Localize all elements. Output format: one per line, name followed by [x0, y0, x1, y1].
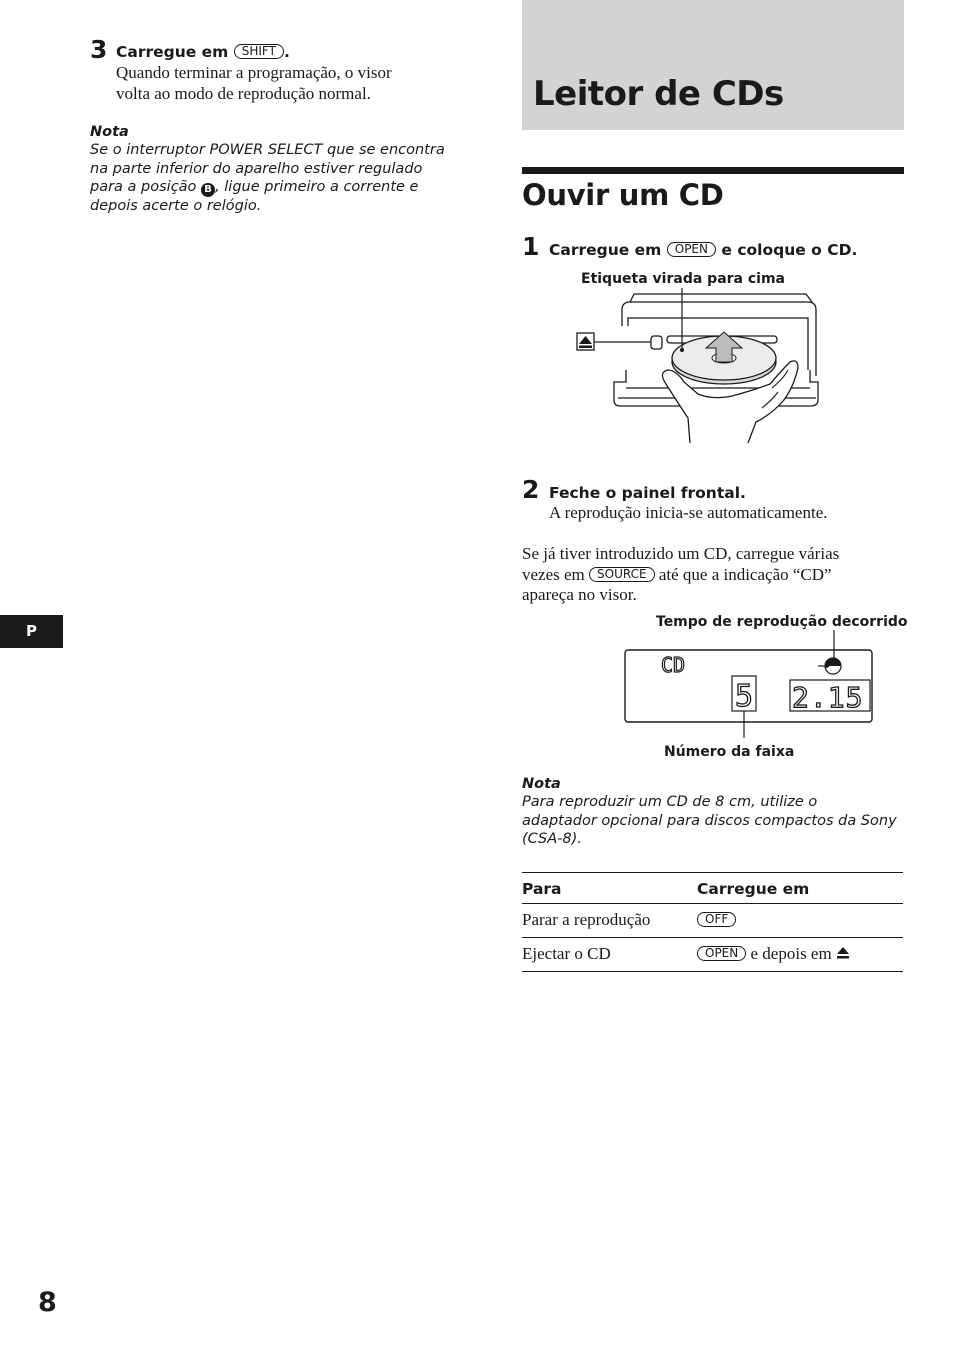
paragraph-line — [522, 565, 839, 586]
section-rule — [522, 167, 904, 174]
step-1-title — [549, 240, 857, 260]
page-number: 8 — [38, 1287, 57, 1318]
position-b-badge: B — [201, 183, 215, 197]
table-header: Para — [522, 873, 697, 904]
source-paragraph — [522, 544, 839, 606]
step-2-body: A reprodução inicia-se automaticamente. — [549, 503, 828, 522]
lcd-track-number: 5 — [735, 679, 754, 714]
operations-table — [522, 872, 903, 972]
source-key: SOURCE — [589, 567, 655, 582]
shift-key: SHIFT — [234, 44, 284, 59]
note-line — [90, 178, 445, 197]
eject-icon — [836, 946, 850, 960]
table-cell-action: Parar a reprodução — [522, 904, 697, 938]
open-key: OPEN — [667, 242, 716, 257]
cd-insertion-illustration — [572, 288, 824, 443]
step-1-number: 1 — [522, 232, 540, 261]
step-3-suffix: . — [283, 43, 290, 61]
table-cell-key — [697, 904, 903, 938]
paragraph-prefix: vezes em — [522, 564, 585, 584]
table-row — [522, 904, 903, 938]
paragraph-line: Se já tiver introduzido um CD, carregue várias — [522, 544, 840, 563]
step-3-body-line: volta ao modo de reprodução normal. — [116, 83, 371, 103]
note-line: (CSA-8). — [522, 831, 582, 847]
step-2-number: 2 — [522, 475, 540, 504]
table-cell-key — [697, 938, 903, 972]
step-1-prefix: Carregue em — [549, 241, 662, 259]
step-1-suffix: e coloque o CD. — [721, 241, 858, 259]
section-title: Leitor de CDs — [533, 74, 784, 114]
right-note — [522, 775, 897, 849]
note-line: Se o interruptor POWER SELECT que se encontra — [90, 142, 445, 158]
paragraph-line: apareça no visor. — [522, 585, 637, 604]
step-3-prefix: Carregue em — [116, 43, 229, 61]
note-line-prefix: para a posição — [90, 179, 197, 195]
subsection-title: Ouvir um CD — [522, 178, 724, 212]
table-header-row — [522, 873, 903, 904]
open-key: OPEN — [697, 946, 746, 961]
step-3-number: 3 — [90, 35, 108, 64]
table-cell-extra: e depois em — [750, 944, 832, 963]
note-title: Nota — [90, 124, 129, 140]
table-cell-action: Ejectar o CD — [522, 938, 697, 972]
note-line: depois acerte o relógio. — [90, 198, 262, 214]
table-row — [522, 938, 903, 972]
track-number-label: Número da faixa — [664, 744, 795, 760]
lcd-source-text: CD — [661, 653, 686, 677]
note-title: Nota — [522, 776, 561, 792]
lcd-display-illustration — [624, 630, 874, 740]
step-2-title: Feche o painel frontal. — [549, 484, 746, 502]
left-note — [90, 123, 445, 216]
paragraph-suffix: até que a indicação “CD” — [658, 564, 832, 584]
language-tab: P — [0, 615, 63, 648]
note-line-suffix: , ligue primeiro a corrente e — [215, 179, 419, 195]
table-header: Carregue em — [697, 873, 903, 904]
lcd-elapsed-time: 2.15 — [792, 681, 864, 714]
step-3-body-line: Quando terminar a programação, o visor — [116, 63, 392, 82]
off-key: OFF — [697, 912, 736, 927]
note-line: adaptador opcional para discos compactos da Sony — [522, 812, 897, 829]
note-line: Para reproduzir um CD de 8 cm, utilize o — [522, 794, 818, 810]
note-line: na parte inferior do aparelho estiver regulado — [90, 160, 423, 177]
figure-caption-label-up: Etiqueta virada para cima — [581, 271, 785, 287]
step-3-title — [116, 42, 290, 62]
step-3-body — [116, 63, 392, 104]
elapsed-time-label: Tempo de reprodução decorrido — [656, 614, 908, 630]
